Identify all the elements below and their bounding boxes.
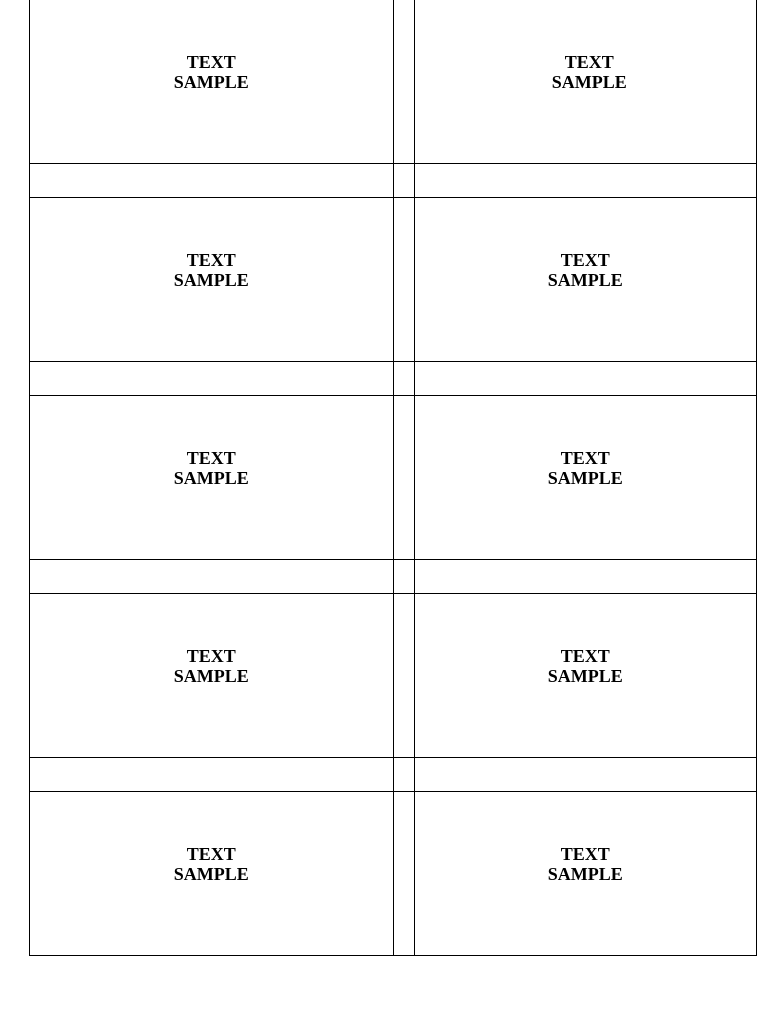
spacer-row (30, 362, 757, 396)
spacer-cell (393, 560, 414, 594)
label-cell-right (414, 396, 756, 560)
spacer-cell (414, 758, 756, 792)
gutter-cell (393, 792, 414, 956)
gutter-cell (393, 396, 414, 560)
label-line-2: SAMPLE (547, 864, 623, 884)
label-line-2: SAMPLE (551, 72, 627, 92)
label-line-2: SAMPLE (547, 468, 623, 488)
gutter-cell (393, 594, 414, 758)
label-line-2: SAMPLE (547, 270, 623, 290)
spacer-cell (393, 164, 414, 198)
label-cell-left (30, 0, 394, 164)
label-grid (29, 0, 757, 956)
label-line-2: SAMPLE (173, 72, 249, 92)
label-cell-right (414, 0, 756, 164)
label-line-2: SAMPLE (173, 864, 249, 884)
label-line-1: TEXT (186, 52, 236, 72)
label-line-1: TEXT (186, 646, 236, 666)
spacer-cell (414, 560, 756, 594)
label-line-2: SAMPLE (173, 468, 249, 488)
spacer-cell (30, 758, 394, 792)
label-text (174, 448, 249, 488)
label-cell-left (30, 396, 394, 560)
label-cell-right (414, 594, 756, 758)
spacer-cell (414, 362, 756, 396)
label-line-1: TEXT (186, 448, 236, 468)
label-line-1: TEXT (560, 646, 610, 666)
label-text (174, 844, 249, 884)
spacer-cell (30, 164, 394, 198)
label-text (548, 250, 623, 290)
label-line-2: SAMPLE (547, 666, 623, 686)
label-text (174, 646, 249, 686)
gutter-cell (393, 0, 414, 164)
label-line-1: TEXT (564, 52, 614, 72)
label-cell-right (414, 792, 756, 956)
label-row (30, 198, 757, 362)
spacer-cell (414, 164, 756, 198)
label-text (552, 52, 627, 92)
label-text (548, 448, 623, 488)
label-row (30, 396, 757, 560)
label-line-1: TEXT (560, 844, 610, 864)
label-line-1: TEXT (560, 448, 610, 468)
spacer-cell (393, 758, 414, 792)
label-cell-left (30, 792, 394, 956)
label-line-1: TEXT (186, 250, 236, 270)
label-cell-left (30, 198, 394, 362)
spacer-cell (30, 560, 394, 594)
label-line-2: SAMPLE (173, 270, 249, 290)
spacer-cell (393, 362, 414, 396)
label-text (548, 646, 623, 686)
label-line-2: SAMPLE (173, 666, 249, 686)
label-line-1: TEXT (186, 844, 236, 864)
label-row (30, 792, 757, 956)
spacer-row (30, 758, 757, 792)
label-line-1: TEXT (560, 250, 610, 270)
label-cell-left (30, 594, 394, 758)
label-text (174, 250, 249, 290)
gutter-cell (393, 198, 414, 362)
label-cell-right (414, 198, 756, 362)
label-text (548, 844, 623, 884)
label-row (30, 594, 757, 758)
label-row (30, 0, 757, 164)
label-sheet (29, 0, 756, 956)
spacer-row (30, 164, 757, 198)
spacer-cell (30, 362, 394, 396)
spacer-row (30, 560, 757, 594)
label-text (174, 52, 249, 92)
